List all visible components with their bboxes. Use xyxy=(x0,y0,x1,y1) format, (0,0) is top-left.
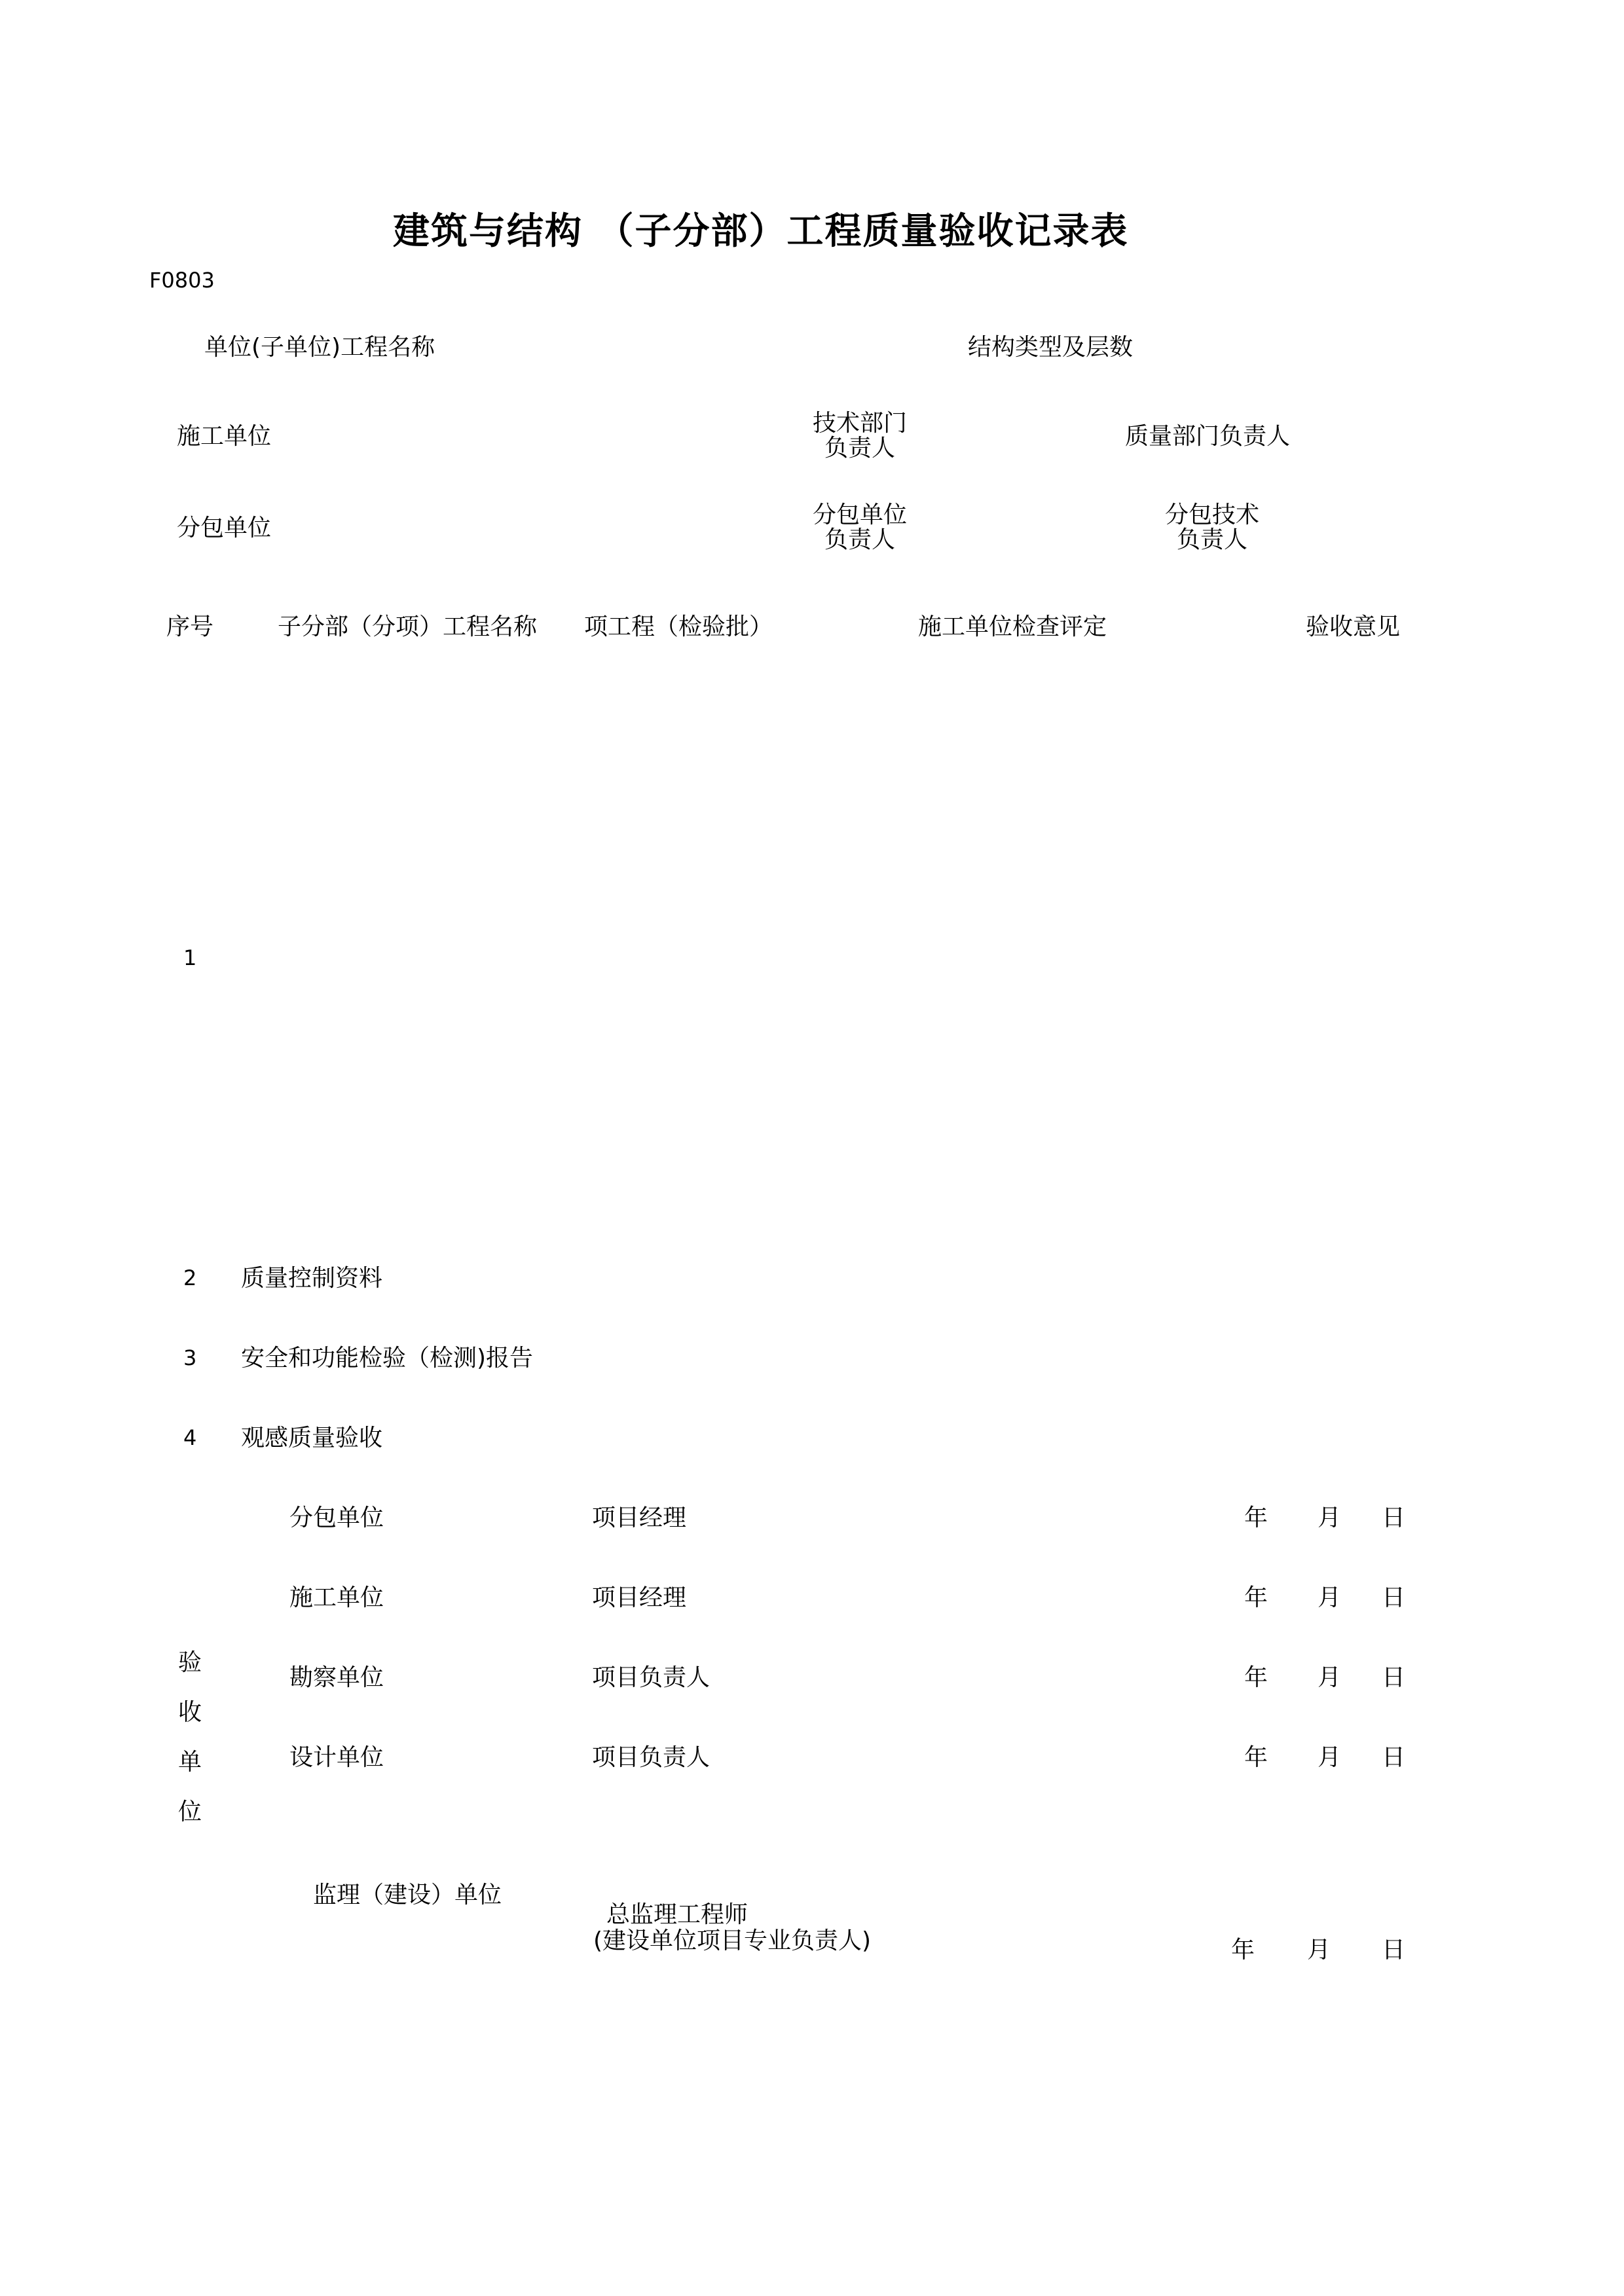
date-month: 月 xyxy=(1318,1664,1342,1691)
row-2-name: 质量控制资料 xyxy=(241,1265,383,1292)
structure-type-label: 结构类型及层数 xyxy=(968,334,1134,361)
acceptance-role-subcontract: 项目经理 xyxy=(592,1504,687,1531)
construction-unit-label: 施工单位 xyxy=(177,423,272,450)
tech-dept-line-1: 技术部门 xyxy=(812,410,907,437)
subcontract-tech-head-label xyxy=(1162,503,1263,553)
subcontract-tech-line-1: 分包技术 xyxy=(1164,501,1259,528)
column-header-opinion: 验收意见 xyxy=(1306,613,1401,640)
tech-dept-line-2: 负责人 xyxy=(824,434,895,462)
date-day: 日 xyxy=(1382,1584,1406,1611)
date-month: 月 xyxy=(1318,1584,1342,1611)
date-day: 日 xyxy=(1382,1504,1406,1531)
subcontract-head-line-2: 负责人 xyxy=(824,526,895,553)
acceptance-unit-subcontract: 分包单位 xyxy=(289,1504,384,1531)
quality-dept-head-label: 质量部门负责人 xyxy=(1125,423,1291,450)
page-title: 建筑与结构 （子分部）工程质量验收记录表 xyxy=(393,210,1129,253)
date-month: 月 xyxy=(1307,1937,1331,1963)
column-header-index: 序号 xyxy=(166,613,214,640)
supervisor-role-line-1: 总监理工程师 xyxy=(606,1901,748,1928)
date-year: 年 xyxy=(1244,1744,1268,1771)
column-header-batch: 项工程（检验批） xyxy=(584,613,773,640)
date-month: 月 xyxy=(1318,1504,1342,1531)
date-day: 日 xyxy=(1382,1744,1406,1771)
date-year: 年 xyxy=(1244,1504,1268,1531)
side-char-4: 位 xyxy=(178,1798,202,1825)
acceptance-unit-survey: 勘察单位 xyxy=(289,1664,384,1691)
acceptance-role-design: 项目负责人 xyxy=(592,1744,710,1771)
supervisor-role-line-2: (建设单位项目专业负责人) xyxy=(593,1927,872,1954)
tech-dept-head-label xyxy=(809,411,910,461)
date-year: 年 xyxy=(1231,1937,1255,1963)
subcontract-head-label xyxy=(809,503,910,553)
row-1-index: 1 xyxy=(183,945,197,970)
subcontract-tech-line-2: 负责人 xyxy=(1176,526,1247,553)
acceptance-role-construction: 项目经理 xyxy=(592,1584,687,1611)
subcontract-unit-label: 分包单位 xyxy=(177,515,272,541)
row-4-name: 观感质量验收 xyxy=(241,1425,383,1451)
acceptance-unit-design: 设计单位 xyxy=(289,1744,384,1771)
column-header-check: 施工单位检查评定 xyxy=(918,613,1107,640)
form-code: F0803 xyxy=(149,268,215,293)
date-month: 月 xyxy=(1318,1744,1342,1771)
acceptance-unit-supervisor: 监理（建设）单位 xyxy=(313,1882,502,1908)
side-char-1: 验 xyxy=(178,1649,202,1676)
date-day: 日 xyxy=(1382,1664,1406,1691)
row-3-index: 3 xyxy=(183,1345,197,1370)
date-year: 年 xyxy=(1244,1584,1268,1611)
acceptance-role-survey: 项目负责人 xyxy=(592,1664,710,1691)
date-year: 年 xyxy=(1244,1664,1268,1691)
acceptance-unit-construction: 施工单位 xyxy=(289,1584,384,1611)
acceptance-side-label xyxy=(178,1638,202,1837)
row-2-index: 2 xyxy=(183,1266,197,1290)
row-4-index: 4 xyxy=(183,1425,197,1450)
project-name-label: 单位(子单位)工程名称 xyxy=(204,334,435,361)
date-day: 日 xyxy=(1382,1937,1406,1963)
row-3-name: 安全和功能检验（检测)报告 xyxy=(241,1345,534,1372)
side-char-2: 收 xyxy=(178,1699,202,1726)
column-header-name: 子分部（分项）工程名称 xyxy=(278,613,538,640)
subcontract-head-line-1: 分包单位 xyxy=(812,501,907,528)
side-char-3: 单 xyxy=(178,1749,202,1776)
